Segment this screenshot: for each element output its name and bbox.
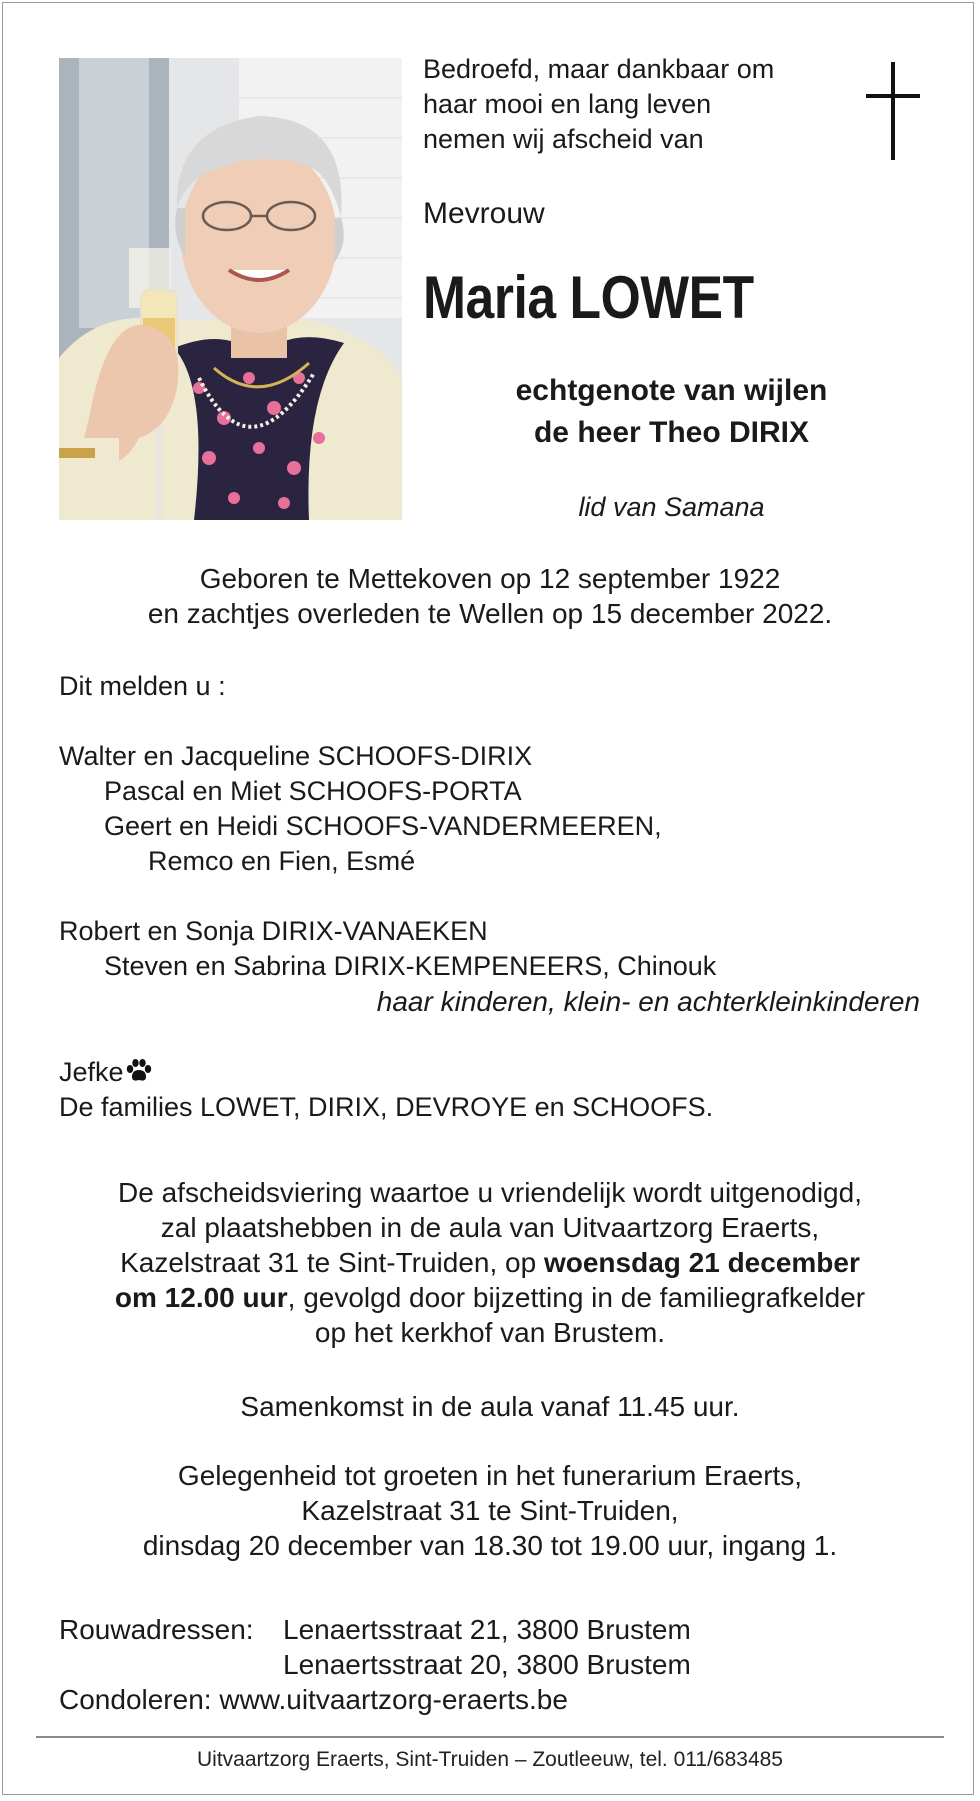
ceremony-location: Kazelstraat 31 te Sint-Truiden, op: [120, 1247, 544, 1278]
cross-icon: [866, 62, 920, 160]
birth-line: Geboren te Mettekoven op 12 september 1922: [199, 563, 781, 594]
birth-death-info: [40, 561, 940, 631]
addresses-block: [59, 1612, 691, 1717]
family-line: Robert en Sonja DIRIX-VANAEKEN: [59, 916, 488, 946]
membership: lid van Samana: [578, 492, 765, 522]
greeting-line: dinsdag 20 december van 18.30 tot 19.00 uur, ingang 1.: [142, 1530, 838, 1561]
ceremony-line: op het kerkhof van Brustem.: [314, 1317, 666, 1348]
intro-line: haar mooi en lang leven: [423, 89, 712, 119]
family-line: Pascal en Miet SCHOOFS-PORTA: [104, 776, 522, 806]
intro-text: [423, 52, 774, 157]
intro-line: nemen wij afscheid van: [423, 124, 704, 154]
ceremony-line: zal plaatshebben in de aula van Uitvaartzorg Eraerts,: [160, 1212, 820, 1243]
spouse-line: de heer Theo DIRIX: [533, 416, 810, 449]
ceremony-burial: , gevolgd door bijzetting in de familiegrafkelder: [287, 1282, 866, 1313]
spouse-line: echtgenote van wijlen: [515, 374, 828, 407]
salutation: Mevrouw: [423, 197, 545, 230]
greeting-line: Gelegenheid tot groeten in het funerarium Eraerts,: [177, 1460, 803, 1491]
footer-text: Uitvaartzorg Eraerts, Sint-Truiden – Zoutleeuw, tel. 011/683485: [197, 1748, 783, 1771]
address-1: Lenaertsstraat 21, 3800 Brustem: [283, 1614, 691, 1645]
family-line: Walter en Jacqueline SCHOOFS-DIRIX: [59, 741, 533, 771]
ceremony-line: De afscheidsviering waartoe u vriendelijk wordt uitgenodigd,: [118, 1177, 862, 1208]
ceremony-line: [40, 1280, 940, 1315]
ceremony-line: [40, 1245, 940, 1280]
greeting-line: Kazelstraat 31 te Sint-Truiden,: [301, 1495, 679, 1526]
portrait-photo: [59, 58, 402, 520]
death-line: en zachtjes overleden te Wellen op 15 december 2022.: [147, 598, 833, 629]
ceremony-time: om 12.00 uur: [114, 1282, 288, 1313]
gathering-info: Samenkomst in de aula vanaf 11.45 uur.: [240, 1391, 740, 1422]
spouse-info: [423, 370, 920, 454]
pet-line: [59, 1055, 153, 1090]
greeting-info: [40, 1458, 940, 1563]
ceremony-info: [40, 1175, 940, 1350]
ceremony-date: woensdag 21 december: [543, 1247, 860, 1278]
deceased-name: Maria LOWET: [423, 264, 754, 331]
announce-label: Dit melden u :: [59, 671, 226, 701]
family-line: Remco en Fien, Esmé: [148, 846, 416, 876]
addresses-label: Rouwadressen:: [59, 1614, 254, 1645]
condolence-label: Condoleren:: [59, 1684, 212, 1715]
intro-line: Bedroefd, maar dankbaar om: [423, 54, 775, 84]
address-2: Lenaertsstraat 20, 3800 Brustem: [283, 1649, 691, 1680]
families-line: De families LOWET, DIRIX, DEVROYE en SCHOOFS.: [59, 1092, 714, 1122]
family-line: Steven en Sabrina DIRIX-KEMPENEERS, Chinouk: [104, 951, 717, 981]
pet-name: Jefke: [59, 1057, 124, 1087]
family-relation: haar kinderen, klein- en achterkleinkinderen: [376, 986, 920, 1017]
condolence-link[interactable]: www.uitvaartzorg-eraerts.be: [219, 1684, 568, 1715]
footer-divider: [36, 1736, 944, 1738]
paw-print-icon: [125, 1058, 153, 1084]
family-line: Geert en Heidi SCHOOFS-VANDERMEEREN,: [104, 811, 662, 841]
